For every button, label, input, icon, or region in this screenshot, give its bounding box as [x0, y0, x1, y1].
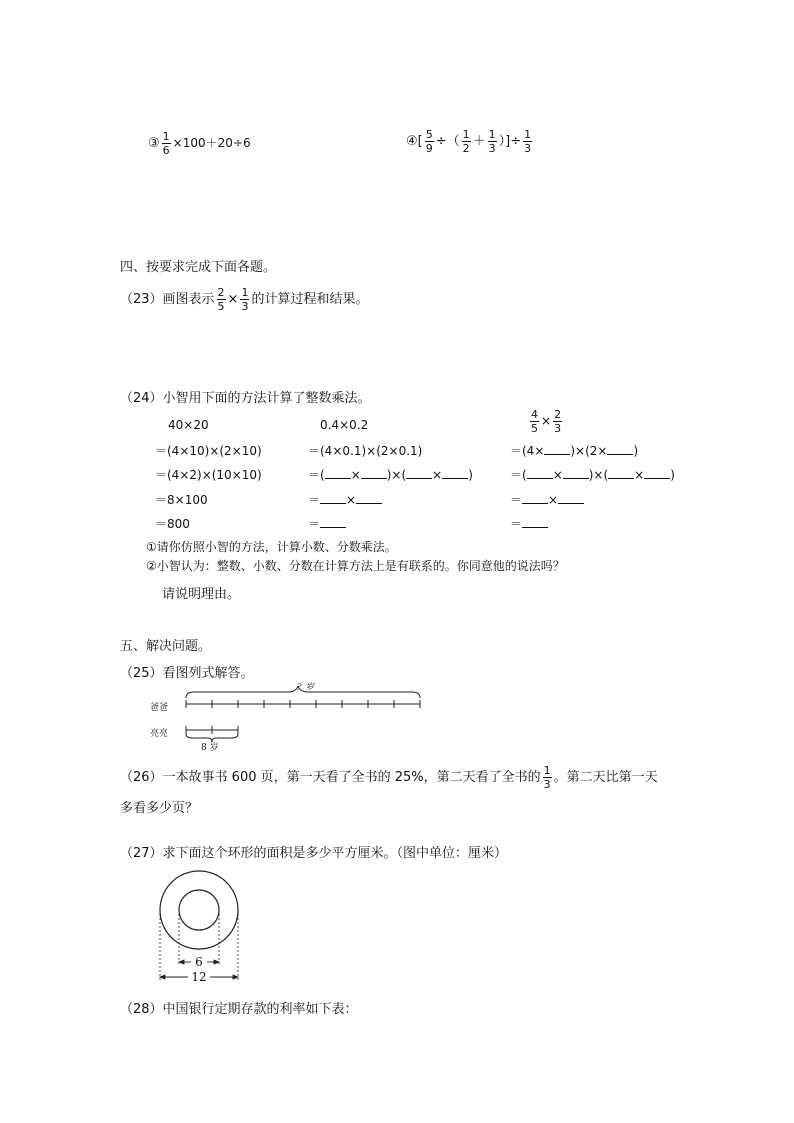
calc-line: ＝	[308, 515, 346, 532]
question-27: （27）求下面这个环形的面积是多少平方厘米。（图中单位：厘米）	[120, 846, 508, 861]
age-label: 8 岁	[201, 743, 219, 753]
calc-line: 40×20	[168, 418, 209, 432]
fraction: $\frac{2}{5}$	[217, 286, 225, 313]
calc-line: ＝(4×2)×(10×10)	[155, 468, 262, 482]
fraction: $\frac{1}{3}$	[524, 128, 532, 155]
unknown-age-label: ？岁	[296, 683, 315, 693]
question-28: （28）中国银行定期存款的利率如下表：	[120, 1002, 358, 1017]
answer-blank[interactable]	[607, 444, 633, 455]
question-25: （25）看图列式解答。	[120, 666, 254, 681]
fraction: $\frac{5}{9}$	[425, 128, 433, 155]
calc-line: $\frac{4}{5}$ × $\frac{2}{3}$	[531, 408, 562, 435]
answer-blank[interactable]	[320, 517, 346, 528]
expression-3	[148, 130, 251, 157]
answer-blank[interactable]	[544, 444, 570, 455]
question-26-cont: 多看多少页？	[120, 801, 199, 816]
answer-blank[interactable]	[558, 493, 584, 504]
circled-number: ④	[406, 134, 418, 149]
line-diagram	[180, 686, 430, 744]
question-23: （23）画图表示 $\frac{2}{5}$ × $\frac{1}{3}$ 的计算过程和结果。	[120, 286, 369, 313]
question-24-intro: （24）小智用下面的方法计算了整数乘法。	[120, 391, 371, 406]
section-4-title: 四、按要求完成下面各题。	[120, 260, 277, 275]
answer-blank[interactable]	[522, 493, 548, 504]
label-liangliang: 亮亮	[150, 729, 169, 739]
answer-blank[interactable]	[361, 468, 387, 479]
answer-blank[interactable]	[442, 468, 468, 479]
label-father: 爸爸	[150, 703, 169, 713]
fraction: $\frac{1}{3}$	[543, 764, 551, 791]
calc-line: ＝(4× )×(2× )	[510, 444, 639, 458]
task-3: 请说明理由。	[162, 587, 241, 602]
calc-line: ＝800	[155, 517, 190, 531]
answer-blank[interactable]	[563, 468, 589, 479]
ring-diagram	[150, 866, 250, 984]
answer-blank[interactable]	[356, 493, 382, 504]
calc-line: 0.4×0.2	[320, 418, 369, 432]
circled-number: ③	[148, 136, 160, 151]
fraction: $\frac{1}{3}$	[241, 286, 249, 313]
answer-blank[interactable]	[608, 468, 634, 479]
calc-line: ＝ ×	[308, 491, 382, 508]
calc-line: ＝ ×	[510, 491, 584, 508]
outer-circle	[160, 871, 238, 949]
inner-diameter-label: 6	[195, 955, 203, 969]
task-2: ②小智认为：整数、小数、分数在计算方法上是有联系的。你同意他的说法吗？	[146, 559, 565, 573]
calc-line: ＝( × )×( × )	[308, 468, 473, 482]
calc-line: ＝(4×0.1)×(2×0.1)	[308, 444, 423, 458]
fraction: $\frac{2}{3}$	[554, 408, 562, 435]
fraction: $\frac{1}{2}$	[462, 128, 470, 155]
answer-blank[interactable]	[325, 468, 351, 479]
fraction: $\frac{1}{6}$	[162, 130, 170, 157]
section-5-title: 五、解决问题。	[120, 639, 212, 654]
fraction: $\frac{1}{3}$	[488, 128, 496, 155]
outer-diameter-label: 12	[191, 970, 207, 984]
task-1: ①请你仿照小智的方法，计算小数、分数乘法。	[146, 540, 397, 554]
answer-blank[interactable]	[527, 468, 553, 479]
answer-blank[interactable]	[406, 468, 432, 479]
calc-line: ＝	[510, 515, 548, 532]
answer-blank[interactable]	[522, 517, 548, 528]
inner-circle	[179, 890, 219, 930]
answer-blank[interactable]	[644, 468, 670, 479]
expression-text: ×100＋20÷6	[172, 136, 251, 150]
age-brace	[186, 734, 238, 742]
fraction: $\frac{4}{5}$	[531, 408, 538, 435]
question-26: （26）一本故事书 600 页，第一天看了全书的 25%，第二天看了全书的 $\frac{1}{3}$ 。第二天比第一天	[120, 764, 658, 791]
calc-line: ＝( × )×( × )	[510, 468, 675, 482]
total-brace	[186, 686, 420, 698]
expression-4: ④[ $\frac{5}{9}$ ÷（ $\frac{1}{2}$ ＋ $\frac{1}{3}$ ）]÷ $\frac{1}{3}$	[406, 128, 532, 155]
answer-blank[interactable]	[320, 493, 346, 504]
calc-line: ＝8×100	[155, 493, 208, 507]
calc-line: ＝(4×10)×(2×10)	[155, 444, 262, 458]
